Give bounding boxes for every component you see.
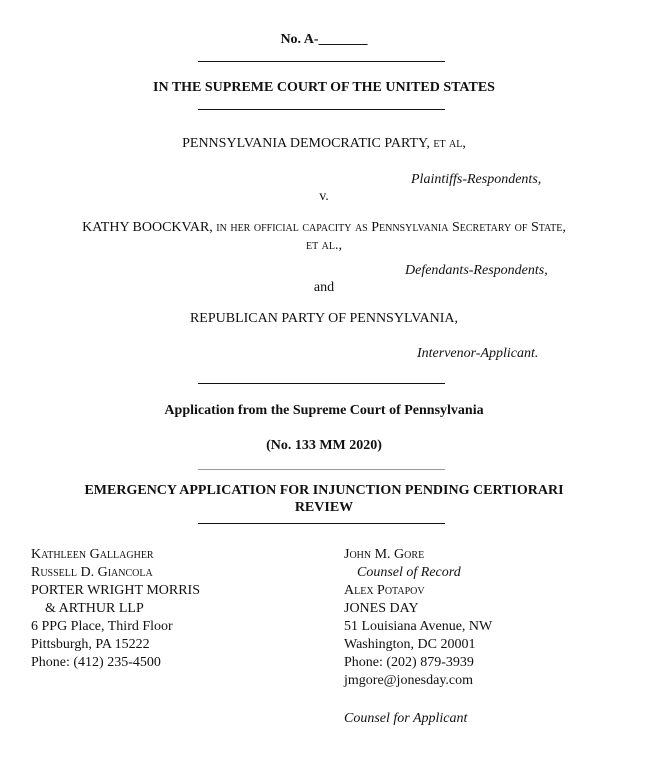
right-counsel-block [344, 546, 492, 690]
party2-suffix: et al., [305, 238, 343, 253]
party2-role: Defendants-Respondents, [405, 263, 548, 278]
party1-line [0, 136, 648, 152]
phone: Phone: (202) 879-3939 [344, 655, 474, 670]
rule-top [198, 61, 445, 62]
party1-name: PENNSYLVANIA DEMOCRATIC PARTY, [182, 136, 430, 151]
party1-suffix: et al, [429, 136, 466, 151]
firm-name: PORTER WRIGHT MORRIS [31, 583, 200, 598]
versus: v. [319, 189, 329, 204]
counsel-name: Kathleen Gallagher [31, 547, 154, 562]
rule-case [198, 469, 445, 470]
left-counsel-block [31, 546, 200, 672]
rule-court [198, 109, 445, 110]
and-connector: and [313, 280, 335, 295]
counsel-name: Alex Potapov [344, 583, 425, 598]
party3-role: Intervenor-Applicant. [417, 346, 539, 361]
court-name: IN THE SUPREME COURT OF THE UNITED STATES [153, 80, 495, 95]
phone: Phone: (412) 235-4500 [31, 655, 161, 670]
address-street: 6 PPG Place, Third Floor [31, 619, 173, 634]
party2-line [0, 220, 648, 236]
application-from: Application from the Supreme Court of Pennsylvania [164, 403, 484, 418]
case-number: (No. 133 MM 2020) [266, 438, 382, 453]
rule-title [198, 523, 445, 524]
party1-role: Plaintiffs-Respondents, [411, 172, 542, 187]
address-city: Washington, DC 20001 [344, 637, 476, 652]
counsel-name: Russell D. Giancola [31, 565, 153, 580]
counsel-of-record: Counsel of Record [357, 565, 461, 580]
firm-name: JONES DAY [344, 601, 419, 616]
docket-number: No. A-_______ [280, 32, 368, 47]
counsel-name: John M. Gore [344, 547, 425, 562]
party3-name: REPUBLICAN PARTY OF PENNSYLVANIA, [189, 311, 459, 326]
party2-name: KATHY BOOCKVAR, [82, 220, 213, 235]
rule-parties [198, 383, 445, 384]
address-street: 51 Louisiana Avenue, NW [344, 619, 493, 634]
email: jmgore@jonesday.com [344, 673, 474, 688]
counsel-for-applicant: Counsel for Applicant [344, 711, 468, 726]
document-title-line1: EMERGENCY APPLICATION FOR INJUNCTION PENDING CERTIORARI [84, 483, 564, 498]
firm-name-cont: & ARTHUR LLP [45, 601, 144, 616]
party2-capacity: in her official capacity as Pennsylvania Secretary of State, [212, 220, 566, 235]
address-city: Pittsburgh, PA 15222 [31, 637, 150, 652]
document-title-line2: REVIEW [294, 500, 354, 515]
